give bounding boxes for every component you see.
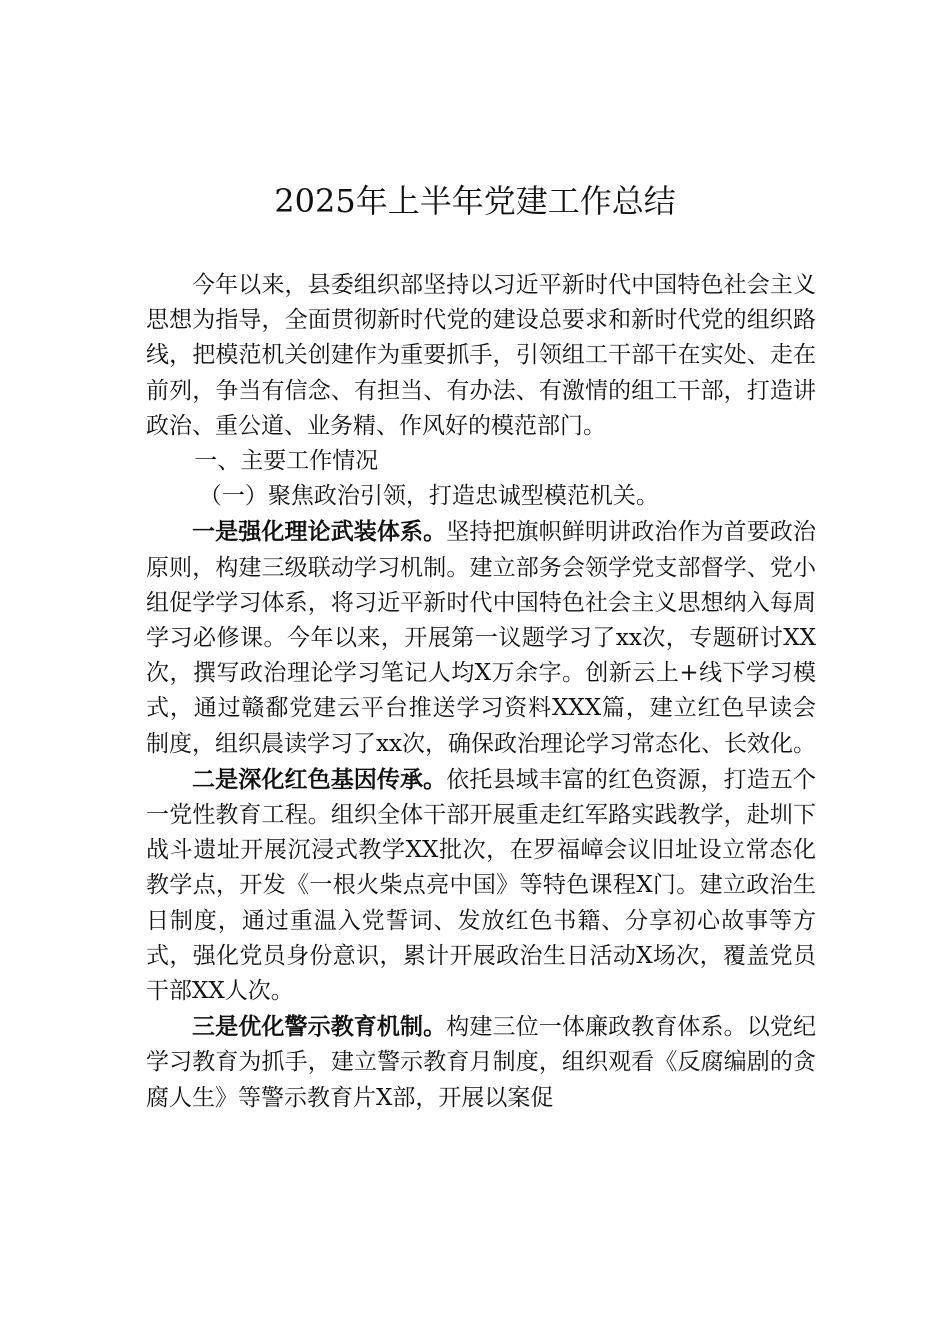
document-title: 2025年上半年党建工作总结 [274,182,676,220]
point-text-3: 构建三位一体廉政教育体系。以党纪学习教育为抓手，建立警示教育月制度，组织观看《反腐编剧的贪腐人生》等警示教育片X部，开展以案促 [146,1014,817,1111]
subsection-heading: （一）聚焦政治引领，打造忠诚型模范机关。 [198,483,659,510]
section-heading: 一、主要工作情况 [194,448,379,475]
point-text-2: 依托县域丰富的红色资源，打造五个一党性教育工程。组织全体干部开展重走红军路实践教学，赴圳下战斗遗址开展沉浸式教学XX批次，在罗福嶂会议旧址设立常态化教学点，开发《一根火柴点亮中国》等特色课程X门。建立政治生日制度，通过重温入党誓词、发放红色书籍、分享初心故事等方式，强化党员身份意识，累计开展政治生日活动X场次，覆盖党员干部XX人次。 [146,766,817,1005]
point-paragraph-3 [146,1009,816,1116]
point-text-1: 坚持把旗帜鲜明讲政治作为首要政治原则，构建三级联动学习机制。建立部务会领学党支部督学、党小组促学学习体系，将习近平新时代中国特色社会主义思想纳入每周学习必修课。今年以来，开展第一议题学习了xx次，专题研讨XX次，撰写政治理论学习笔记人均X万余字。创新云上+线下学习模式，通过赣鄱党建云平台推送学习资料XXX篇，建立红色早读会制度，组织晨读学习了xx次，确保政治理论学习常态化、长效化。 [146,519,817,757]
point-paragraph-2 [146,762,816,1009]
intro-paragraph: 今年以来，县委组织部坚持以习近平新时代中国特色社会主义思想为指导，全面贯彻新时代党的建设总要求和新时代党的组织路线，把模范机关创建作为重要抓手，引领组工干部干在实处、走在前列，争当有信念、有担当、有办法、有激情的组工干部，打造讲政治、重公道、业务精、作风好的模范部门。 [146,272,816,439]
point-lead-2: 二是深化红色基因传承。 [192,765,447,793]
point-lead-3: 三是优化警示教育机制。 [192,1013,447,1041]
point-paragraph-1 [146,514,816,761]
point-lead-1: 一是强化理论武装体系。 [192,518,447,546]
document-body [146,268,816,1116]
